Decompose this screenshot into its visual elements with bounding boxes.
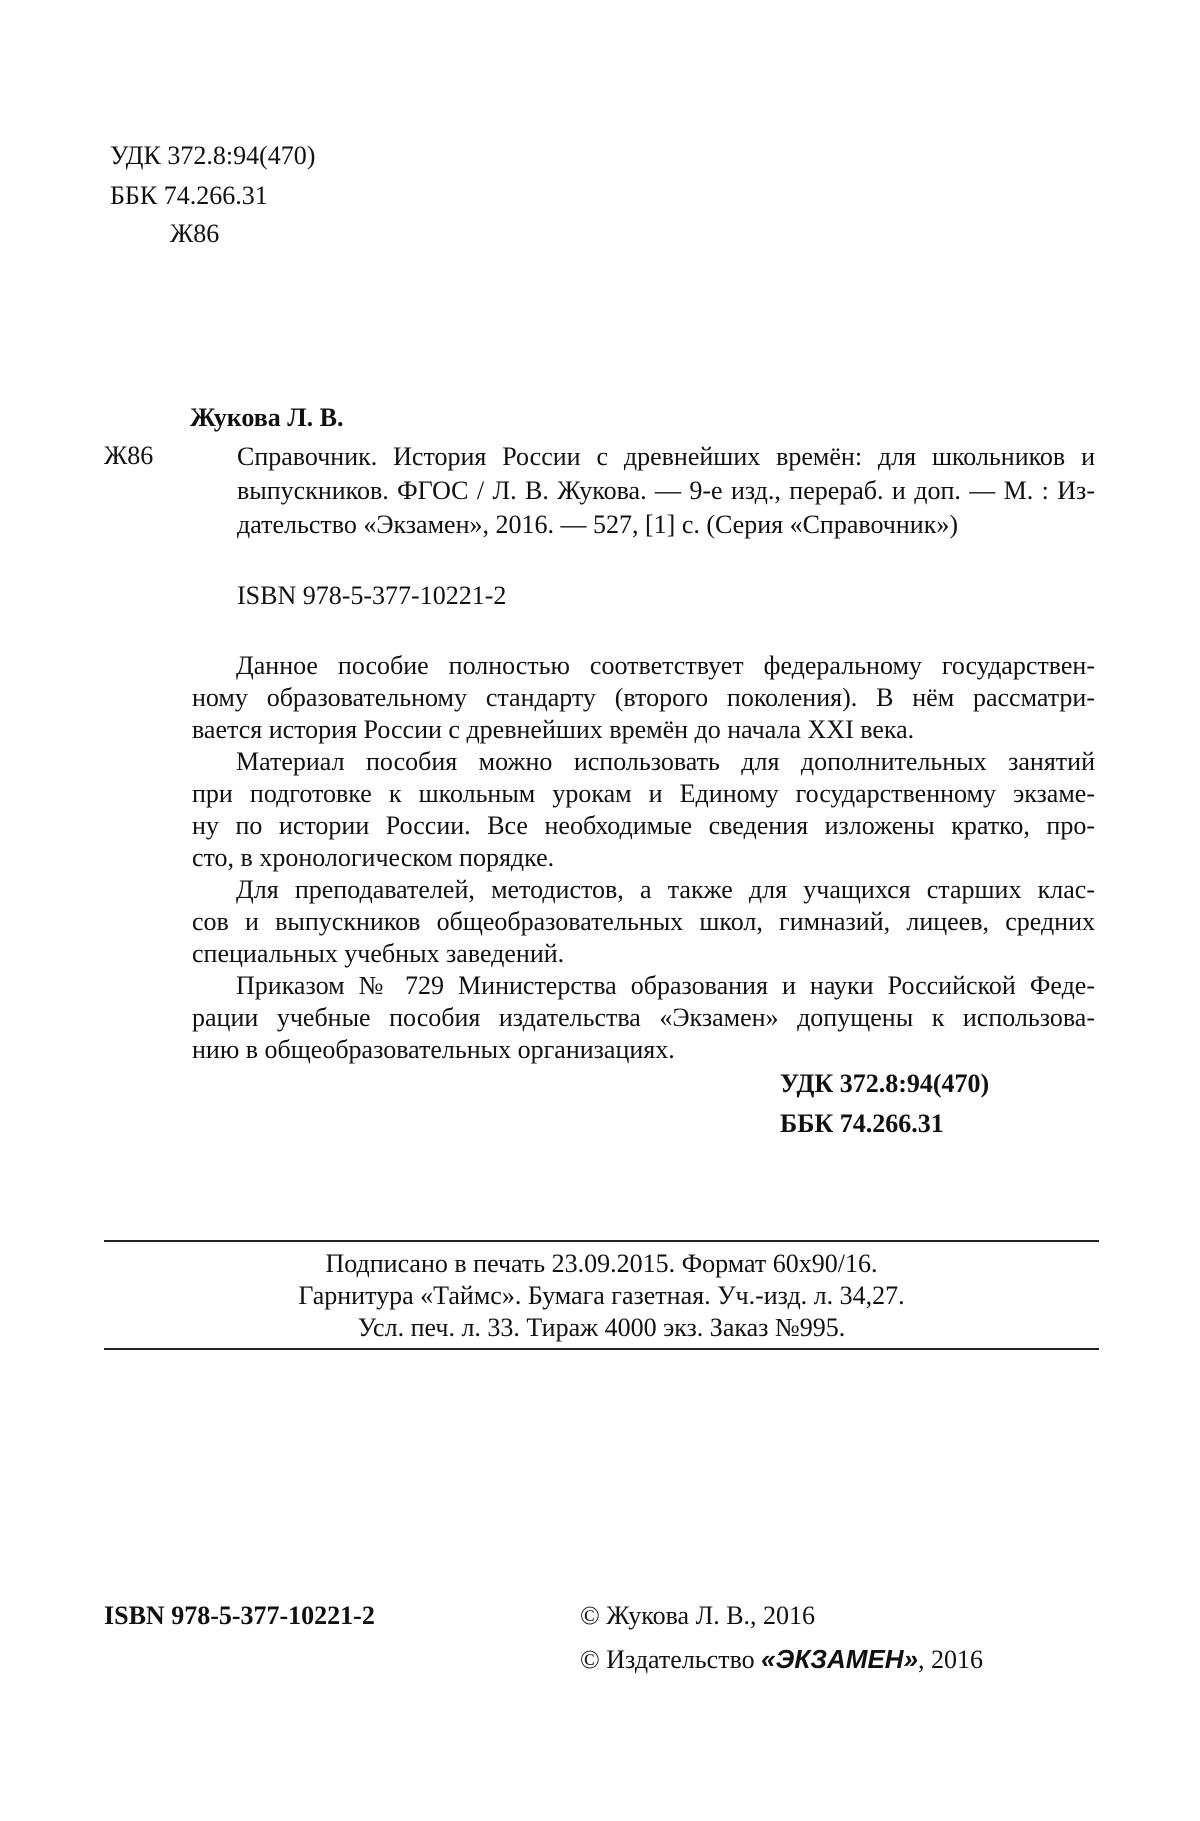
annotation-line: при подготовке к школьным урокам и Единому государственному экзаме- (192, 779, 1095, 808)
copyright-publisher (580, 1643, 983, 1676)
annotation-line: ну по истории России. Все необходимые сведения изложены кратко, про- (192, 811, 1095, 840)
annotation-line: рации учебные пособия издательства «Экзамен» допущены к использова- (192, 1003, 1095, 1032)
publisher-brand: «ЭКЗАМЕН» (761, 1644, 919, 1674)
bbk-code-bold: ББК 74.266.31 (780, 1109, 944, 1138)
isbn-main: ISBN 978-5-377-10221-2 (237, 581, 507, 610)
imprint-line: Подписано в печать 23.09.2015. Формат 60x90/16. (325, 1249, 878, 1278)
imprint-top-rule (104, 1240, 1099, 1242)
copyright-author: © Жукова Л. В., 2016 (580, 1601, 816, 1630)
annotation-line: сов и выпускников общеобразовательных школ, гимназий, лицеев, средних (192, 907, 1095, 936)
annotation-line: Для преподавателей, методистов, а также для учащихся старших клас- (236, 875, 1095, 904)
annotation-line: Материал пособия можно использовать для дополнительных занятий (236, 747, 1095, 776)
udk-code-top: УДК 372.8:94(470) (110, 141, 316, 170)
annotation-line: Данное пособие полностью соответствует федеральному государствен- (236, 651, 1095, 680)
annotation-line: нию в общеобразовательных организациях. (192, 1035, 675, 1064)
author-name: Жукова Л. В. (190, 403, 344, 432)
annotation-line: вается история России с древнейших времён до начала XXI века. (192, 715, 915, 744)
copyright-publisher-prefix: © Издательство (580, 1645, 762, 1674)
bbk-code-top: ББК 74.266.31 (110, 181, 268, 210)
author-mark-top: Ж86 (170, 219, 220, 248)
imprint-line: Усл. печ. л. 33. Тираж 4000 экз. Заказ №995. (357, 1313, 846, 1342)
udk-code-bold: УДК 372.8:94(470) (780, 1069, 990, 1098)
annotation (192, 650, 1095, 1066)
author-mark-left: Ж86 (104, 441, 154, 470)
bib-line: Справочник. История России с древнейших времён: для школьников и (237, 442, 1095, 471)
imprint-block (104, 1248, 1099, 1344)
bibliographic-description (237, 440, 1095, 542)
annotation-line: сто, в хронологическом порядке. (192, 843, 555, 872)
annotation-line: ному образовательному стандарту (второго поколения). В нём рассматри- (192, 683, 1095, 712)
isbn-footer: ISBN 978-5-377-10221-2 (104, 1601, 375, 1630)
imprint-bottom-rule (104, 1348, 1099, 1350)
annotation-line: специальных учебных заведений. (192, 939, 565, 968)
bib-line: выпускников. ФГОС / Л. В. Жукова. — 9-е изд., перераб. и доп. — М. : Из- (237, 476, 1095, 505)
imprint-line: Гарнитура «Таймс». Бумага газетная. Уч.-изд. л. 34,27. (298, 1281, 905, 1310)
annotation-line: Приказом № 729 Министерства образования и науки Российской Феде- (236, 971, 1095, 1000)
copyright-publisher-suffix: , 2016 (918, 1645, 984, 1674)
bib-line: дательство «Экзамен», 2016. — 527, [1] с. (Серия «Справочник») (237, 510, 959, 539)
